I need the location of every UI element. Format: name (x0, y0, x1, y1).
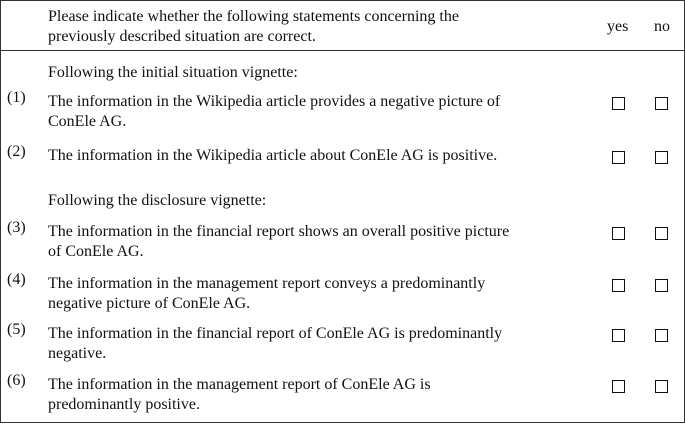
no-checkbox[interactable] (655, 151, 668, 164)
no-checkbox[interactable] (655, 329, 668, 342)
item-number: (1) (7, 89, 26, 106)
item-statement-line2: negative. (48, 345, 107, 362)
item-statement-line1: The information in the management report conveys a predominantly (48, 275, 486, 292)
item-statement-line2: negative picture of ConEle AG. (48, 295, 251, 312)
no-checkbox[interactable] (655, 97, 668, 110)
item-statement-line2: ConEle AG. (48, 113, 127, 130)
item-number: (3) (7, 219, 26, 236)
item-statement-line1: The information in the financial report of ConEle AG is predominantly (48, 325, 503, 342)
yes-column-header: yes (607, 18, 629, 35)
section-title-initial: Following the initial situation vignette: (48, 64, 298, 81)
item-statement-line1: The information in the financial report shows an overall positive picture (48, 223, 510, 240)
yes-checkbox[interactable] (612, 227, 625, 240)
item-number: (4) (7, 271, 26, 288)
yes-checkbox[interactable] (612, 380, 625, 393)
header-divider (0, 50, 685, 51)
section-title-disclosure: Following the disclosure vignette: (48, 192, 267, 209)
yes-checkbox[interactable] (612, 279, 625, 292)
no-checkbox[interactable] (655, 380, 668, 393)
header-instruction-line1: Please indicate whether the following statements concerning the (48, 8, 459, 25)
item-number: (2) (7, 143, 26, 160)
item-statement-line2: of ConEle AG. (48, 243, 144, 260)
item-statement-line1: The information in the management report of ConEle AG is (48, 376, 431, 393)
item-statement-line1: The information in the Wikipedia article provides a negative picture of (48, 93, 501, 110)
item-statement-line2: predominantly positive. (48, 396, 200, 413)
no-checkbox[interactable] (655, 227, 668, 240)
item-statement-line1: The information in the Wikipedia article about ConEle AG is positive. (48, 147, 498, 164)
item-number: (6) (7, 372, 26, 389)
no-column-header: no (654, 18, 670, 35)
yes-checkbox[interactable] (612, 329, 625, 342)
yes-checkbox[interactable] (612, 97, 625, 110)
header-instruction-line2: previously described situation are correct. (48, 28, 316, 45)
item-number: (5) (7, 321, 26, 338)
yes-checkbox[interactable] (612, 151, 625, 164)
no-checkbox[interactable] (655, 279, 668, 292)
